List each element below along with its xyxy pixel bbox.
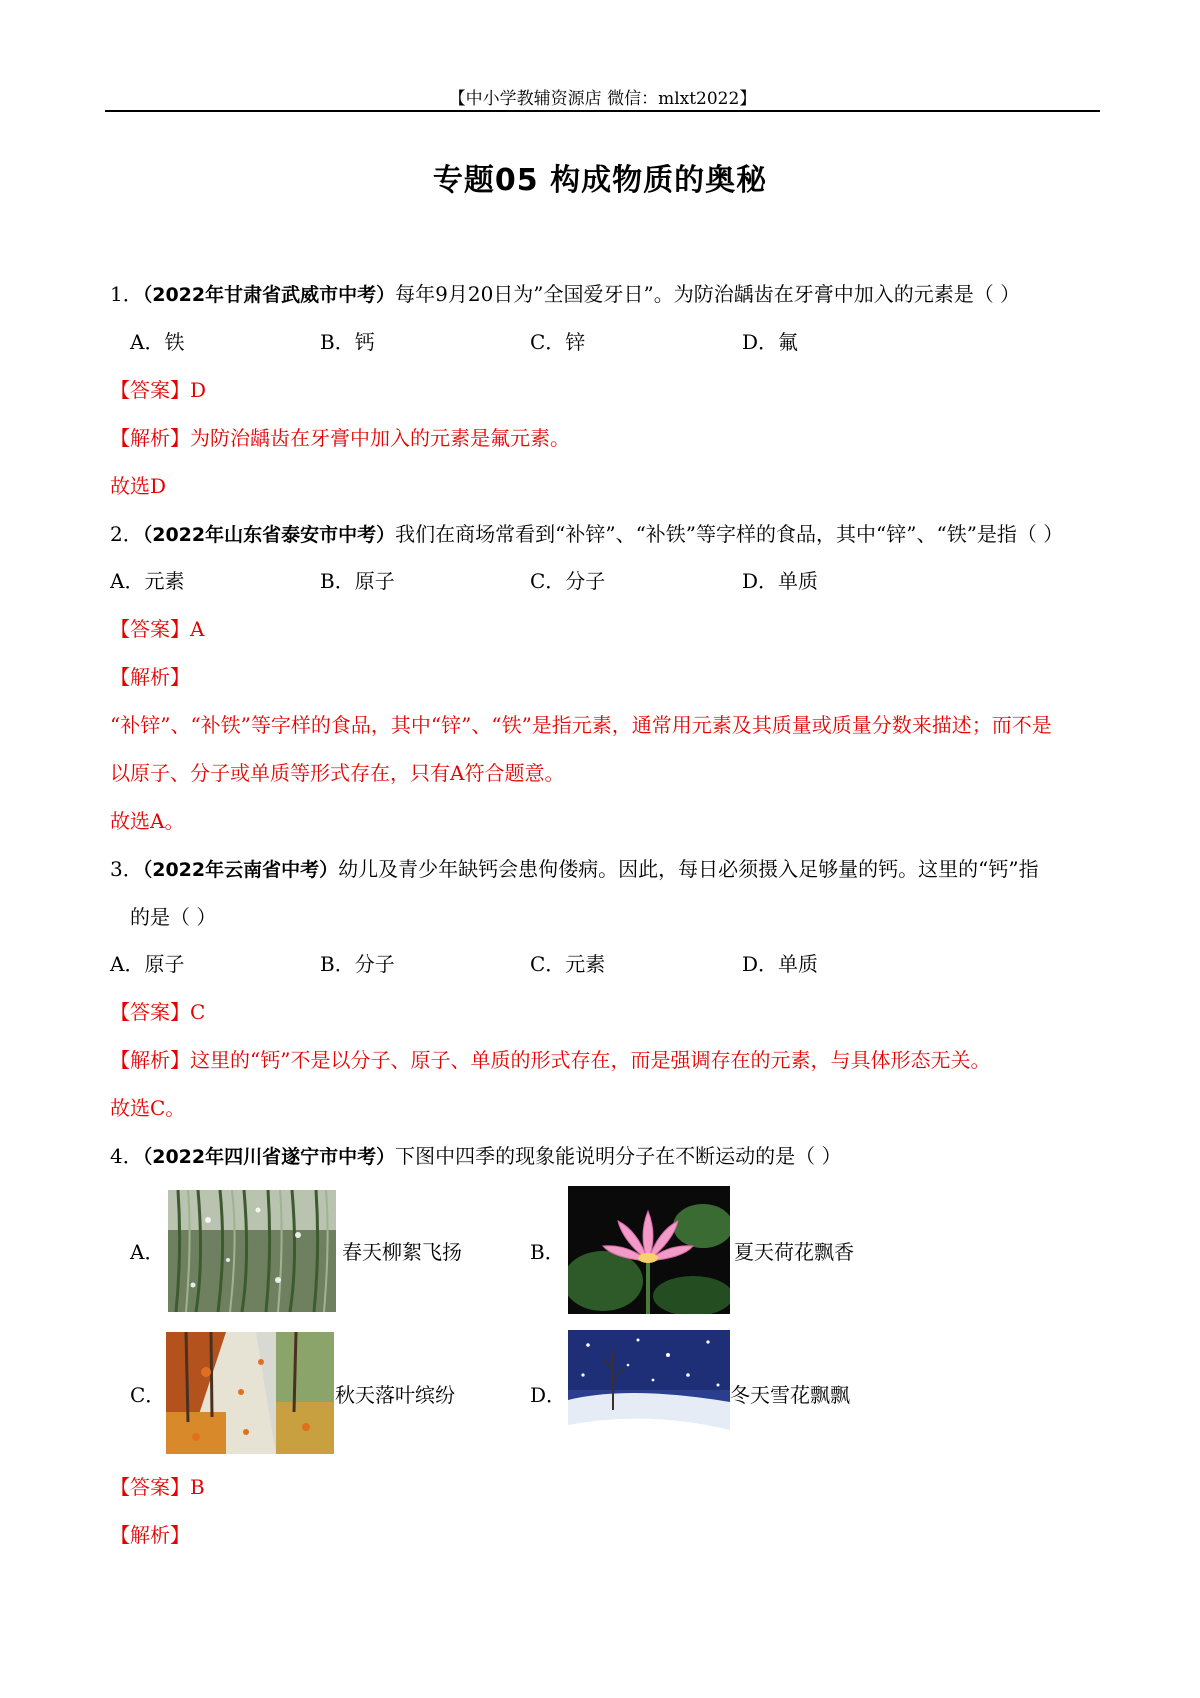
analysis-label: 【解析】 — [110, 426, 190, 450]
question-source: （2022年云南省中考） — [142, 859, 339, 881]
analysis-2-line-1: “补锌”、“补铁”等字样的食品，其中“锌”、“铁”是指元素，通常用元素及其质量或质量分数来描述；而不是 — [110, 713, 1052, 737]
option-a: A．原子 — [110, 952, 185, 976]
question-source: （2022年四川省遂宁市中考） — [142, 1146, 396, 1168]
answer-label: 【答案】 — [110, 1000, 190, 1024]
question-3 — [110, 855, 1039, 884]
question-3-line-2: 的是（ ） — [130, 905, 217, 929]
option-c-caption: 秋天落叶缤纷 — [335, 1383, 455, 1407]
answer-3 — [110, 998, 205, 1026]
page-header: 【中小学教辅资源店 微信：mlxt2022】 — [448, 89, 757, 109]
header-divider — [105, 110, 1100, 112]
answer-value: D — [190, 378, 207, 402]
analysis-2-line-2: 以原子、分子或单质等形式存在，只有A符合题意。 — [110, 761, 565, 785]
answer-value: A — [190, 617, 205, 641]
option-d: D．单质 — [742, 569, 819, 593]
option-b: B．钙 — [320, 330, 375, 354]
question-text: 下图中四季的现象能说明分子在不断运动的是（ ） — [395, 1144, 842, 1168]
autumn-leaves-image — [166, 1332, 334, 1454]
option-c: C．元素 — [530, 952, 606, 976]
answer-label: 【答案】 — [110, 378, 190, 402]
willow-image — [168, 1190, 336, 1312]
lotus-image — [568, 1186, 730, 1314]
question-text: 每年9月20日为”全国爱牙日”。为防治龋齿在牙膏中加入的元素是（ ） — [395, 282, 1021, 306]
answer-value: B — [190, 1475, 205, 1499]
conclusion-3: 故选C。 — [110, 1096, 186, 1120]
snow-image — [568, 1330, 730, 1458]
analysis-3 — [110, 1046, 990, 1074]
analysis-text: 这里的“钙”不是以分子、原子、单质的形式存在，而是强调存在的元素，与具体形态无关。 — [190, 1048, 991, 1072]
option-d: D．单质 — [742, 952, 819, 976]
question-text-line-1: 幼儿及青少年缺钙会患佝偻病。因此，每日必须摄入足够量的钙。这里的“钙”指 — [338, 857, 1039, 881]
question-2 — [110, 520, 1063, 549]
answer-2 — [110, 615, 204, 643]
analysis-text: 为防治龋齿在牙膏中加入的元素是氟元素。 — [190, 426, 570, 450]
option-d: D．氟 — [742, 330, 799, 354]
question-1 — [110, 280, 1020, 309]
conclusion-2: 故选A。 — [110, 809, 185, 833]
option-b-letter: B． — [530, 1240, 565, 1264]
answer-label: 【答案】 — [110, 1475, 190, 1499]
question-number: 1． — [110, 282, 143, 306]
question-text: 我们在商场常看到“补锌”、“补铁”等字样的食品，其中“锌”、“铁”是指（ ） — [395, 522, 1064, 546]
analysis-label: 【解析】 — [110, 1048, 190, 1072]
option-b: B．原子 — [320, 569, 395, 593]
page-title: 专题05 构成物质的奥秘 — [432, 163, 768, 198]
question-number: 2． — [110, 522, 143, 546]
question-4 — [110, 1142, 841, 1171]
question-number: 4． — [110, 1144, 143, 1168]
question-number: 3． — [110, 857, 143, 881]
option-c: C．锌 — [530, 330, 586, 354]
option-c-letter: C． — [130, 1383, 166, 1407]
option-a: A．铁 — [130, 330, 185, 354]
option-d-caption: 冬天雪花飘飘 — [730, 1383, 850, 1407]
analysis-2-label: 【解析】 — [110, 665, 190, 689]
analysis-4-label: 【解析】 — [110, 1523, 190, 1547]
option-a-caption: 春天柳絮飞扬 — [342, 1240, 462, 1264]
conclusion-1: 故选D — [110, 474, 167, 498]
answer-4 — [110, 1473, 205, 1501]
answer-label: 【答案】 — [110, 617, 190, 641]
option-c: C．分子 — [530, 569, 606, 593]
answer-value: C — [190, 1000, 206, 1024]
option-d-letter: D． — [530, 1383, 567, 1407]
question-source: （2022年甘肃省武威市中考） — [142, 284, 396, 306]
question-source: （2022年山东省泰安市中考） — [142, 524, 396, 546]
option-a: A．元素 — [110, 569, 185, 593]
analysis-1 — [110, 424, 570, 452]
answer-1 — [110, 376, 206, 404]
option-b-caption: 夏天荷花飘香 — [734, 1240, 854, 1264]
option-a-letter: A． — [130, 1240, 165, 1264]
option-b: B．分子 — [320, 952, 395, 976]
